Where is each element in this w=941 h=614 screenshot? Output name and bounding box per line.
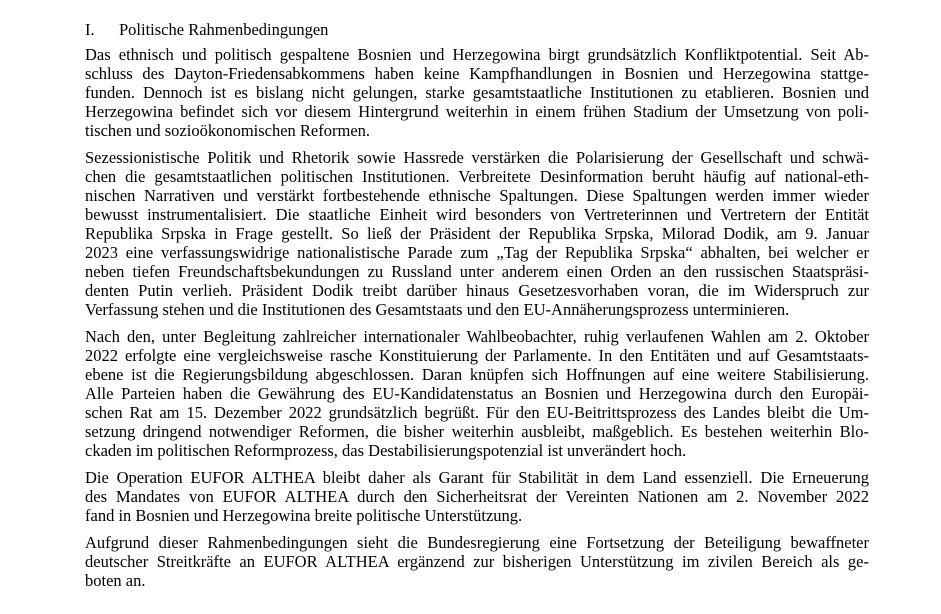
text-line: denten Putin verlieh. Präsident Dodik treibt darüber hinaus Gesetzesvorhaben voran, die im Widerspruch zur xyxy=(85,281,869,300)
text-line: Aufgrund dieser Rahmenbedingungen sieht die Bundesregierung eine Fortsetzung der Beteiligung bewaffneter xyxy=(85,533,869,552)
text-line: nischen Narrativen und verstärkt fortbestehende ethnische Spaltungen. Diese Spaltungen werden immer wieder xyxy=(85,186,869,205)
text-line: ckaden im politischen Reformprozess, das Destabilisierungspotenzial ist unverändert hoch. xyxy=(85,441,687,460)
body-text xyxy=(85,45,869,590)
text-line: Verfassung stehen und die Institutionen des Gesamtstaats und den EU-Annäherungsprozess unterminieren. xyxy=(85,300,790,319)
section-title: Politische Rahmenbedingungen xyxy=(119,20,329,39)
section-number: I. xyxy=(85,20,95,39)
text-line: des Mandates von EUFOR ALTHEA durch den Sicherheitsrat der Vereinten Nationen am 2. November 2022 xyxy=(85,487,869,506)
text-line: Alle Parteien haben die Gewährung des EU-Kandidatenstatus an Bosnien und Herzegowina durch den Europäi- xyxy=(85,384,869,403)
text-line: bewusst instrumentalisiert. Die staatliche Einheit wird besonders von Vertreterinnen und Vertretern der Entität xyxy=(85,205,869,224)
text-line: funden. Dennoch ist es bislang nicht gelungen, starke gesamtstaatliche Institutionen zu etablieren. Bosnien und xyxy=(85,83,869,102)
text-line: 2023 eine verfassungswidrige nationalistische Parade zum „Tag der Republika Srpska“ abhalten, bei welcher er xyxy=(85,243,869,262)
text-line: schluss des Dayton-Friedensabkommens haben keine Kampfhandlungen in Bosnien und Herzegowina stattge- xyxy=(85,64,869,83)
paragraph-4 xyxy=(85,468,869,525)
text-line: schen Rat am 15. Dezember 2022 grundsätzlich begrüßt. Für den EU-Beitrittsprozess des Landes bleibt die Um- xyxy=(85,403,869,422)
text-line: 2022 erfolgte eine vergleichsweise rasche Konstituierung der Parlamente. In den Entitäten und auf Gesamtstaats- xyxy=(85,346,869,365)
text-line: ebene ist die Regierungsbildung abgeschlossen. Daran knüpfen sich Hoffnungen auf eine weitere Stabilisierung. xyxy=(85,365,869,384)
text-line: setzung dringend notwendiger Reformen, die bisher weiterhin ausbleibt, maßgeblich. Es bestehen weiterhin Blo- xyxy=(85,422,869,441)
document-page xyxy=(85,20,869,598)
text-line: Das ethnisch und politisch gespaltene Bosnien und Herzegowina birgt grundsätzlich Konfliktpotential. Seit Ab- xyxy=(85,45,869,64)
text-line: Sezessionistische Politik und Rhetorik sowie Hassrede verstärken die Polarisierung der Gesellschaft und schwä- xyxy=(85,148,869,167)
text-line: neben tiefen Freundschaftsbekundungen zu Russland unter anderem einen Orden an den russischen Staatspräsi- xyxy=(85,262,869,281)
paragraph-1 xyxy=(85,45,869,140)
text-line: Republika Srpska in Frage gestellt. So ließ der Präsident der Republika Srpska, Milorad Dodik, am 9. Januar xyxy=(85,224,869,243)
text-line: Herzegowina befindet sich vor diesem Hintergrund weiterhin in einem frühen Stadium der Umsetzung von poli- xyxy=(85,102,869,121)
text-line: deutscher Streitkräfte an EUFOR ALTHEA ergänzend zur bisherigen Unterstützung im zivilen Bereich als ge- xyxy=(85,552,869,571)
text-line: chen die gesamtstaatlichen politischen Institutionen. Verbreitete Desinformation beruht häufig auf national-eth- xyxy=(85,167,869,186)
paragraph-3 xyxy=(85,327,869,460)
text-line: fand in Bosnien und Herzegowina breite politische Unterstützung. xyxy=(85,506,523,525)
paragraph-5 xyxy=(85,533,869,590)
section-heading xyxy=(85,20,869,39)
text-line: tischen und sozioökonomischen Reformen. xyxy=(85,121,371,140)
text-line: Die Operation EUFOR ALTHEA bleibt daher als Garant für Stabilität in dem Land essenziell. Die Erneuerung xyxy=(85,468,869,487)
paragraph-2 xyxy=(85,148,869,319)
text-line: Nach den, unter Begleitung zahlreicher internationaler Wahlbeobachter, ruhig verlaufenen Wahlen am 2. Oktober xyxy=(85,327,869,346)
text-line: boten an. xyxy=(85,571,146,590)
